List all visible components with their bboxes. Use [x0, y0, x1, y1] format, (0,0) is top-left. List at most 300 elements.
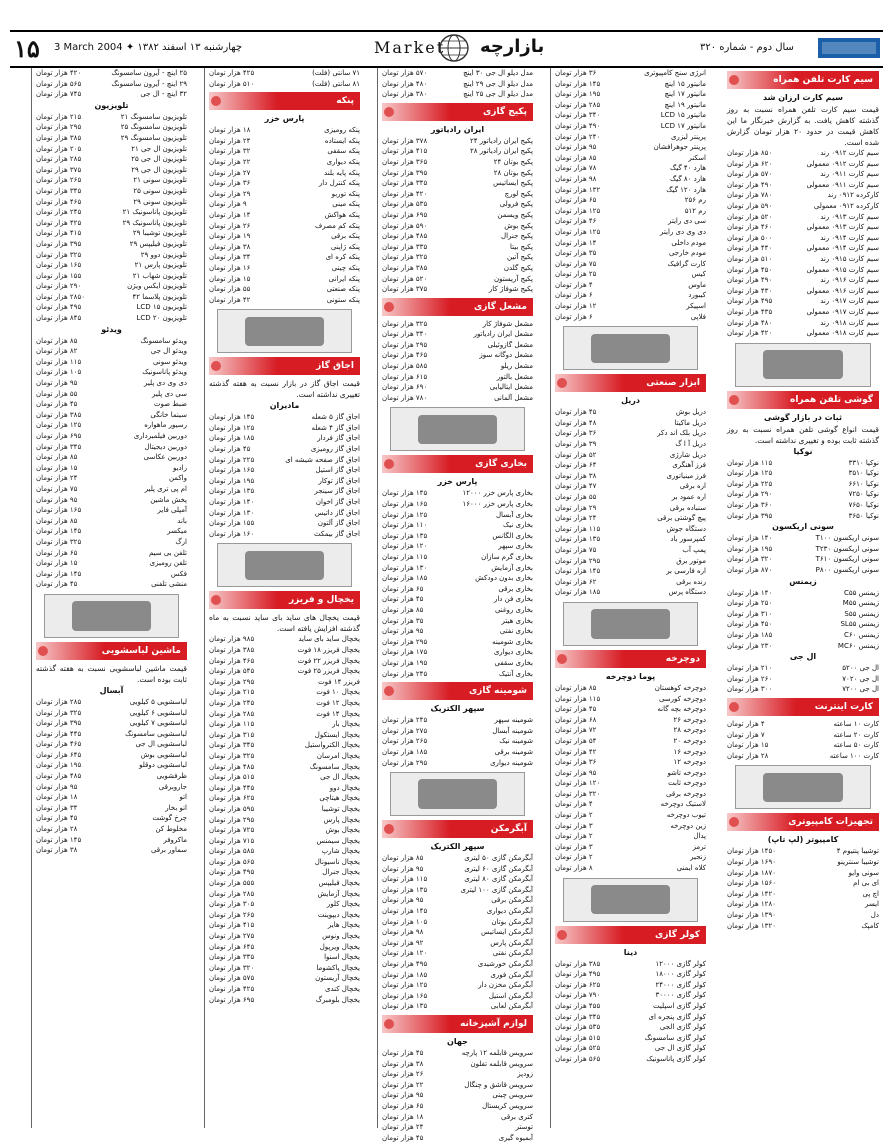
price-row	[555, 1033, 706, 1044]
item-price: ۴۲۰ هزار تومان	[36, 69, 82, 77]
item-price: ۱۶۵ هزار تومان	[209, 466, 255, 475]
price-row	[382, 1090, 533, 1101]
item-price: ۴۵ هزار تومان	[209, 445, 251, 454]
item-name: پرینتر جوهرافشان	[653, 143, 706, 152]
price-row	[382, 1101, 533, 1112]
item-name: یخچال آریستون	[315, 974, 360, 983]
item-name: پنکه ایرانی	[328, 274, 360, 283]
item-name: زیمنس MC۶۰	[837, 641, 879, 650]
item-name: سیم کارت ۰۹۱۶ معمولی	[806, 286, 879, 295]
item-price: ۲۶ هزار تومان	[209, 221, 251, 230]
item-price: ۴۸۰ هزار تومان	[382, 79, 428, 88]
price-row	[209, 889, 360, 900]
item-price: ۵۵ هزار تومان	[555, 493, 597, 501]
price-row	[209, 252, 360, 263]
price-row	[555, 545, 706, 556]
item-price: ۲۵ هزار تومان	[555, 270, 597, 279]
item-price: ۴۱۵ هزار تومان	[382, 147, 428, 156]
item-name: میکسر	[167, 527, 187, 536]
item-price: ۱۳۹۰ هزار تومان	[727, 910, 776, 919]
price-list	[382, 853, 533, 1012]
item-name: شومینه برقی	[494, 747, 533, 756]
item-price: ۴۹۵ هزار تومان	[209, 868, 255, 877]
item-name: کیس	[691, 270, 706, 279]
item-price: ۱۸۵ هزار تومان	[727, 631, 773, 639]
item-price: ۴۹۵ هزار تومان	[555, 970, 601, 979]
price-row	[555, 821, 706, 832]
item-price: ۹۵ هزار تومان	[555, 143, 597, 152]
price-row	[727, 222, 879, 233]
item-price: ۴۲۵ هزار تومان	[209, 69, 255, 77]
price-list	[727, 846, 879, 931]
item-name: تلفن بی سیم	[148, 548, 187, 557]
item-price: ۱۶ هزار تومان	[209, 263, 251, 272]
item-price: ۲۹۰ هزار تومان	[36, 282, 82, 291]
item-name: یخچال دوو	[329, 783, 360, 792]
item-name: آبگرمکن استیل	[488, 991, 533, 1000]
item-name: پمپ آب	[682, 545, 706, 554]
price-row	[209, 68, 360, 79]
item-price: ۱۲۵ هزار تومان	[382, 981, 428, 990]
item-name: اجاق گاز داتیس	[314, 508, 360, 517]
item-name: فریزر ۱۴ فوت	[318, 677, 360, 686]
item-name: پنکه کنترل دار	[318, 179, 360, 188]
price-row	[36, 228, 187, 239]
item-name: زیمنس C۶۰	[843, 631, 879, 639]
item-name: رسیور ماهواره	[144, 421, 187, 430]
price-row	[36, 484, 187, 495]
item-price: ۱۴۲۰ هزار تومان	[727, 889, 776, 898]
item-name: مشعل دوگانه سوز	[479, 351, 533, 360]
price-row	[209, 825, 360, 836]
item-name: بخاری دیواری	[493, 648, 533, 657]
price-row	[382, 970, 533, 981]
item-price: ۴۸۵ هزار تومان	[36, 772, 82, 781]
price-row	[382, 520, 533, 531]
item-name: سیم کارت ۰۹۱۵ رند	[820, 254, 879, 263]
item-name: یخچال ویرپول	[319, 942, 360, 951]
price-row	[36, 260, 187, 271]
item-name: ال جی ۵۲۰۰	[842, 664, 879, 673]
item-name: اجاق گاز صفحه شیشه ای	[285, 455, 360, 464]
price-row	[727, 889, 879, 900]
item-price: ۴۵ هزار تومان	[555, 705, 597, 714]
item-name: تلویزیون سونی ۲۵	[133, 186, 187, 195]
item-price: ۸۴۵ هزار تومان	[36, 314, 82, 323]
item-name: دوچرخه ۱۶	[673, 747, 706, 756]
price-row	[209, 125, 360, 136]
price-row	[555, 736, 706, 747]
item-price: ۴۶۰ هزار تومان	[727, 223, 773, 232]
item-name: ویدئو سونی	[152, 357, 187, 366]
item-name: زیمنس M۵۵	[842, 599, 879, 608]
item-name: سی دی رایتر	[668, 217, 706, 226]
item-name: لباسشویی بوش	[140, 750, 187, 759]
item-price: ۱۴۰ هزار تومان	[209, 498, 255, 507]
price-row	[36, 548, 187, 559]
price-row	[555, 747, 706, 758]
price-columns	[10, 68, 883, 1142]
item-price: ۱۲۵ هزار تومان	[555, 206, 601, 215]
item-price: ۸۵ هزار تومان	[555, 153, 597, 162]
item-price: ۴۶۵ هزار تومان	[36, 197, 82, 206]
price-row	[36, 122, 187, 133]
price-row	[555, 238, 706, 249]
price-row	[727, 159, 879, 170]
item-name: پدال	[693, 832, 706, 841]
price-row	[727, 458, 879, 469]
price-row	[555, 248, 706, 259]
item-name: رم ۵۱۲	[684, 206, 706, 215]
price-row	[36, 389, 187, 400]
item-name: مدل دیلو ال جی ۲۵ اینچ	[463, 90, 533, 99]
news-paragraph: قیمت یخچال های ساید بای ساید نسبت به ماه گذشته افزایش یافته است.	[209, 613, 360, 634]
price-row	[209, 199, 360, 210]
price-row	[209, 508, 360, 519]
item-price: ۱۶۹۰ هزار تومان	[727, 857, 776, 866]
price-row	[209, 910, 360, 921]
item-name: یخچال هایر	[327, 921, 360, 930]
subheading: آبسال	[99, 685, 124, 695]
item-price: ۱۳۰ هزار تومان	[209, 508, 255, 517]
item-name: هارد ۸۰ گیگ	[669, 174, 706, 183]
price-row	[727, 684, 879, 695]
refrigerator-photo-shape	[245, 551, 325, 580]
price-row	[36, 367, 187, 378]
item-name: مشعل ایتالیایی	[489, 383, 533, 392]
laptop-photo-shape	[763, 773, 843, 802]
item-price: ۲۶۵ هزار تومان	[209, 910, 255, 919]
item-name: کمپرسور باد	[670, 535, 706, 544]
item-price: ۳۴۵ هزار تومان	[36, 186, 82, 195]
subheading: ویدئو	[101, 324, 122, 334]
price-row	[209, 136, 360, 147]
item-name: یخچال کلور	[326, 900, 360, 909]
item-price: ۲۹ هزار تومان	[209, 189, 251, 198]
item-price: ۱۸ هزار تومان	[36, 793, 78, 802]
item-price: ۱۸۵ هزار تومان	[555, 588, 601, 597]
price-row	[36, 378, 187, 389]
price-row	[382, 948, 533, 959]
item-price: ۹۵ هزار تومان	[555, 768, 597, 777]
item-name: مودم خارجی	[668, 249, 706, 258]
item-price: ۵۷۰ هزار تومان	[727, 170, 773, 179]
item-price: ۲۹۵ هزار تومان	[382, 637, 428, 646]
price-row	[209, 263, 360, 274]
price-row	[382, 938, 533, 949]
item-name: ۲۵ اینچ - آیرون سامسونگ	[111, 69, 187, 77]
item-price: ۱۲۵ هزار تومان	[382, 510, 428, 519]
price-row	[382, 895, 533, 906]
price-row	[36, 154, 187, 165]
column-c2	[550, 68, 710, 1128]
item-name: یخچال فیلیپس	[318, 879, 360, 888]
price-row	[555, 280, 706, 291]
price-row	[555, 89, 706, 100]
item-name: کارت ۵۰ ساعته	[833, 741, 879, 750]
item-price: ۴۱۵ هزار تومان	[209, 921, 255, 930]
item-name: ۲۹ اینچ - آیرون سامسونگ	[111, 79, 187, 88]
item-name: بخاری نفتی	[499, 627, 533, 636]
item-name: آمپلی فایر	[157, 506, 187, 515]
price-row	[209, 995, 360, 1006]
item-price: ۲۵۰ هزار تومان	[727, 599, 773, 608]
price-row	[727, 511, 879, 522]
price-list	[555, 407, 706, 598]
section-banner: گوشی تلفن همراه	[727, 391, 879, 409]
item-name: تلویزیون فیلیپس ۲۹	[129, 239, 187, 248]
item-name: بخاری نیک	[502, 521, 533, 530]
price-row	[727, 619, 879, 630]
price-row	[382, 541, 533, 552]
price-row	[36, 495, 187, 506]
item-price: ۶۵ هزار تومان	[36, 548, 78, 557]
item-name: کارت ۲۰ ساعته	[833, 730, 879, 739]
item-name: تلویزیون LCD ۲۰	[136, 314, 187, 323]
item-name: کولر گازی پنجره ای	[648, 1012, 706, 1021]
item-price: ۳۲۵ هزار تومان	[36, 250, 82, 259]
subheading: دریل	[621, 396, 640, 406]
item-price: ۱۸۷۰ هزار تومان	[727, 868, 776, 877]
item-name: هارد ۴۰ گیگ	[669, 164, 706, 173]
price-list	[209, 412, 360, 539]
price-row	[209, 444, 360, 455]
item-price: ۴۲ هزار تومان	[555, 747, 597, 756]
item-name: تلویزیون پلاسما ۴۲	[132, 292, 187, 301]
section-banner: سیم کارت تلفن همراه	[727, 71, 879, 89]
item-name: بخاری بدون دودکش	[475, 574, 533, 583]
price-row	[209, 677, 360, 688]
item-price: ۵۲ هزار تومان	[555, 450, 597, 459]
item-price: ۵۹۰ هزار تومان	[382, 221, 428, 230]
item-price: ۷۴۵ هزار تومان	[36, 90, 82, 99]
item-price: ۴۹۵ هزار تومان	[36, 303, 82, 312]
item-price: ۷۵ هزار تومان	[555, 259, 597, 268]
news-paragraph: قیمت ماشین لباسشویی نسبت به هفته گذشته ثابت بوده است.	[36, 663, 187, 684]
price-row	[727, 588, 879, 599]
price-list	[36, 68, 187, 100]
item-name: شومینه سپهر	[494, 716, 533, 725]
price-row	[36, 346, 187, 357]
item-name: نوکیا ۶۶۱۰	[848, 479, 879, 488]
item-name: بخاری پارس خزر ۱۲۰۰۰	[462, 489, 533, 498]
item-name: کتری برقی	[500, 1112, 533, 1121]
price-row	[727, 468, 879, 479]
price-row	[382, 758, 533, 769]
price-row	[36, 697, 187, 708]
price-list	[382, 715, 533, 768]
item-price: ۷۸ هزار تومان	[555, 164, 597, 173]
subheading: پارس خزر	[264, 114, 305, 124]
subheading: ال جی	[789, 652, 817, 662]
price-row	[382, 736, 533, 747]
item-name: تلویزیون ال جی ۲۵	[131, 155, 187, 164]
item-price: ۱۳۵ هزار تومان	[382, 1002, 428, 1011]
item-name: دوچرخه تاشو	[667, 768, 706, 777]
item-price: ۸۵۰ هزار تومان	[727, 149, 773, 157]
price-row	[727, 554, 879, 565]
item-price: ۲۴۵ هزار تومان	[382, 716, 428, 725]
item-name: پکیج بوتان ۲۸	[493, 168, 533, 177]
price-row	[555, 110, 706, 121]
item-price: ۱۶۵ هزار تومان	[382, 991, 428, 1000]
item-price: ۵۱۰ هزار تومان	[209, 79, 255, 88]
item-price: ۸۷۰ هزار تومان	[727, 566, 773, 575]
price-row	[382, 372, 533, 383]
item-name: اجاق گاز ۵ شعله	[311, 413, 360, 422]
price-row	[382, 340, 533, 351]
price-list	[382, 136, 533, 295]
price-row	[727, 857, 879, 868]
item-name: نوکیا ۳۶۵۰	[848, 511, 879, 520]
item-price: ۱۲۰ هزار تومان	[382, 542, 428, 551]
price-row	[555, 683, 706, 694]
item-name: دوچرخه ۲۶	[673, 715, 706, 724]
item-name: چرخ گوشت	[152, 814, 187, 823]
item-name: لاستیک دوچرخه	[660, 800, 706, 809]
price-row	[36, 239, 187, 250]
item-name: اره عمود بر	[671, 493, 706, 501]
item-price: ۲۴۵ هزار تومان	[382, 669, 428, 678]
price-row	[727, 674, 879, 685]
item-price: ۱۹۵ هزار تومان	[555, 90, 601, 99]
item-price: ۶۸ هزار تومان	[555, 715, 597, 724]
item-name: پکیج بوش	[504, 221, 533, 230]
item-price: ۱۲۰ هزار تومان	[555, 779, 601, 788]
item-name: شومینه نیک	[499, 737, 533, 746]
item-price: ۲۲ هزار تومان	[382, 1080, 424, 1089]
item-price: ۵۹۵ هزار تومان	[209, 804, 255, 813]
item-name: بخاری سپهر	[498, 542, 533, 551]
item-price: ۳۹۵ هزار تومان	[727, 511, 773, 520]
item-name: موتور برق	[676, 556, 706, 565]
item-name: کولر گازی ۱۲۰۰۰	[655, 959, 706, 968]
section-banner: پنکه	[209, 92, 360, 110]
item-price: ۹۵ هزار تومان	[382, 864, 424, 873]
item-price: ۴ هزار تومان	[727, 719, 765, 728]
price-row	[727, 201, 879, 212]
item-name: تلویزیون دوو ۲۹	[140, 250, 187, 259]
item-price: ۳۶ هزار تومان	[555, 758, 597, 767]
price-row	[36, 133, 187, 144]
bicycle-photo-shape	[591, 609, 671, 638]
price-row	[36, 569, 187, 580]
item-price: ۵۵ هزار تومان	[36, 389, 78, 398]
item-name: سونی اریکسون T۲۳۰	[815, 544, 879, 553]
price-row	[555, 1022, 706, 1033]
item-name: تلویزیون شهاب ۲۱	[132, 271, 187, 280]
item-name: مشعل شوفاژ کار	[482, 319, 533, 328]
section-banner: کولر گازی	[555, 926, 706, 944]
item-price: ۲۸۵۰ هزار تومان	[36, 292, 85, 301]
item-price: ۲۸۵ هزار تومان	[36, 155, 82, 164]
item-price: ۲۸۵ هزار تومان	[209, 889, 255, 898]
item-name: مانیتور LCD ۱۷	[660, 121, 706, 130]
price-row	[555, 301, 706, 312]
price-row	[555, 725, 706, 736]
item-name: دوچرخه ۲۸	[673, 726, 706, 735]
price-row	[209, 920, 360, 931]
price-row	[555, 1043, 706, 1054]
item-price: ۷۹۰ هزار تومان	[555, 991, 601, 1000]
item-name: مشعل ریلو	[500, 362, 533, 371]
item-price: ۱۹۵ هزار تومان	[382, 658, 428, 667]
section-title: بازارچه	[480, 36, 545, 57]
item-price: ۶۹۵ هزار تومان	[382, 210, 428, 219]
item-name: اجاق گاز آلتون	[317, 519, 360, 528]
item-price: ۲۲۵ هزار تومان	[727, 479, 773, 488]
item-price: ۱۰۵ هزار تومان	[382, 917, 428, 926]
item-name: یخچال ال جی	[320, 773, 360, 782]
section-banner: مشعل گازی	[382, 298, 533, 316]
heater-photo	[390, 407, 525, 451]
item-price: ۲۹۵ هزار تومان	[209, 677, 255, 686]
price-row	[209, 878, 360, 889]
item-price: ۳۴۵ هزار تومان	[555, 1012, 601, 1021]
price-row	[382, 959, 533, 970]
section-banner: شومینه گازی	[382, 682, 533, 700]
price-row	[209, 751, 360, 762]
item-name: دوربین دیجیتال	[144, 442, 187, 451]
item-name: پکیج لورچ	[504, 189, 533, 198]
price-row	[209, 709, 360, 720]
item-name: پنکه ایستاده	[324, 136, 360, 145]
price-row	[36, 463, 187, 474]
item-name: بخاری شومینه	[492, 637, 533, 646]
item-price: ۹۸ هزار تومان	[382, 928, 424, 937]
price-row	[382, 669, 533, 680]
item-name: سیم کارت ۰۹۱۷ معمولی	[806, 307, 879, 316]
item-name: پکیج بیتا	[510, 242, 533, 251]
item-name: انرژی سنج کامپیوتری	[644, 69, 706, 77]
price-row	[209, 772, 360, 783]
price-row	[382, 199, 533, 210]
item-price: ۱۹۵ هزار تومان	[727, 544, 773, 553]
item-price: ۲۲ هزار تومان	[209, 157, 251, 166]
item-name: بخاری آبسال	[495, 510, 533, 519]
item-name: ترمز	[692, 842, 706, 851]
price-row	[36, 558, 187, 569]
item-price: ۳ هزار تومان	[555, 842, 593, 851]
item-name: تلویزیون ال جی ۲۱	[131, 144, 187, 153]
price-list	[727, 719, 879, 761]
price-row	[382, 274, 533, 285]
item-name: تلویزیون LCD ۱۵	[136, 303, 187, 312]
item-name: سی دی پلیر	[152, 389, 187, 398]
item-price: ۴۴۵ هزار تومان	[36, 729, 82, 738]
section-banner: اجاق گاز	[209, 357, 360, 375]
price-row	[382, 584, 533, 595]
item-price: ۱۵ هزار تومان	[727, 741, 769, 750]
gas-stove-photo-shape	[245, 317, 325, 346]
price-row	[36, 250, 187, 261]
item-name: لباسشویی سامسونگ	[125, 729, 187, 738]
price-row	[382, 361, 533, 372]
price-row	[36, 526, 187, 537]
item-name: سونی اریکسون T۱۰۰	[815, 534, 879, 543]
price-row	[382, 146, 533, 157]
item-price: ۹۸۵ هزار تومان	[209, 635, 255, 644]
subheading: ایران رادیاتور	[430, 124, 485, 134]
price-row	[382, 157, 533, 168]
item-price: ۲۷ هزار تومان	[209, 168, 251, 177]
item-name: پنکه هواکش	[324, 210, 360, 219]
price-row	[382, 874, 533, 885]
item-name: شومینه دیواری	[490, 758, 533, 767]
price-row	[555, 153, 706, 164]
item-price: ۴۳۵ هزار تومان	[727, 307, 773, 316]
item-name: پکیج ایران رادیاتور ۲۸	[470, 147, 533, 156]
